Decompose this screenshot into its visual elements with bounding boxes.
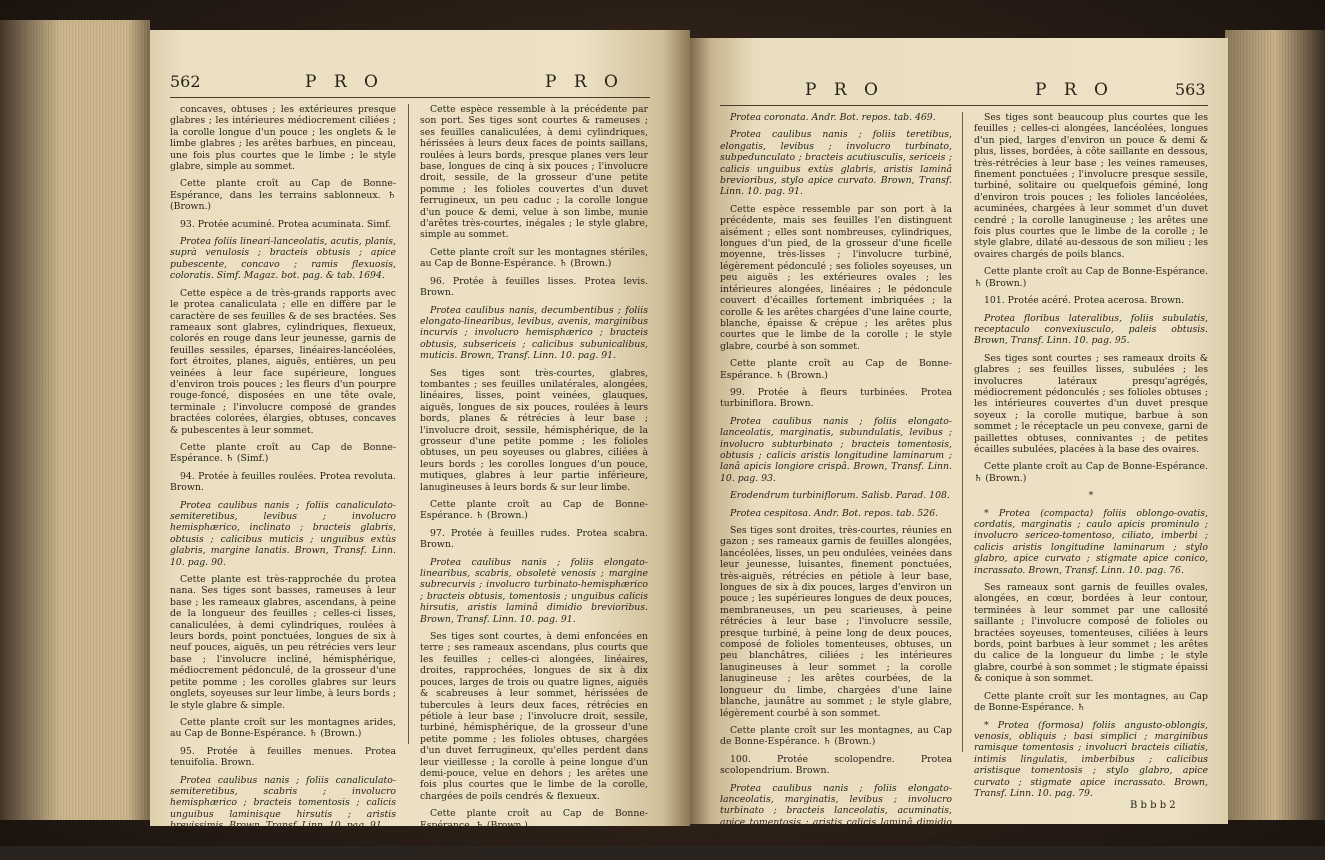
- page-number: 563: [1175, 80, 1206, 99]
- paragraph: Ses tiges sont courtes ; ses rameaux droits & glabres ; ses feuilles lisses, subulées ; les involucres latéraux presqu'agrégés, médiocrement pédonculés ; ses folioles obtuses ; les intérieures couvertes d'un duvet presque soyeux ; la corolle mutique, barbue à son sommet ; le réceptacle un peu convexe, garni de paillettes obtuses, connivantes ; de petites écailles subulées, placées à la base des ovaires.: [974, 352, 1208, 455]
- text-column-1: [720, 112, 952, 840]
- paragraph: Protea caulibus nanis ; foliis canaliculato-semiteretibus, levibus ; involucro hemisphærico, inclinato ; bracteis glabris, obtusis ; calicibus muticis ; unguibus extùs glabris, margine lanatis. Brown, Transf. Linn. 10. pag. 90.: [170, 499, 396, 568]
- paragraph: Ses tiges sont très-courtes, glabres, tombantes ; ses feuilles unilatérales, alongées, linéaires, lisses, point veinées, glauques, aiguës, longues de six pouces, roulées à leurs bords, planes & rétrécies à leur base ; l'involucre droit, sessile, hémisphérique, de la grosseur d'une petite pomme ; les folioles obtuses, un peu soyeuses ou glabres, ciliées à leurs bords ; les corolles longues d'un pouce, mutiques, glabres à leur partie inférieure, lanugineuses à leurs bords & sur leur limbe.: [420, 367, 648, 493]
- paragraph: Erodendrum turbiniflorum. Salisb. Parad. 108.: [730, 490, 950, 502]
- running-head: P R O: [305, 72, 384, 92]
- paragraph: Cette plante croît au Cap de Bonne-Espérance. ♄ (Simf.): [170, 441, 396, 465]
- paragraph: Protea floribus lateralibus, foliis subulatis, receptaculo convexiusculo, paleis obtusis. Brown, Transf. Linn. 10. pag. 95.: [974, 312, 1208, 347]
- paragraph: Cette plante croît sur les montagnes stériles, au Cap de Bonne-Espérance. ♄ (Brown.): [420, 246, 648, 270]
- signature-mark: B b b b 2: [1130, 800, 1176, 811]
- paragraph: 97. Protée à feuilles rudes. Protea scabra. Brown.: [420, 527, 648, 551]
- text-column-2: [420, 104, 648, 860]
- page-edges-left: [0, 20, 150, 820]
- paragraph: Protea caulibus nanis ; foliis teretibus, elongatis, levibus ; involucro turbinato, subpedunculato ; bracteis acutiusculis, sericeis ; calicis unguibus extùs glabris, aristis laminâ brevioribus, stylo apice curvato. Brown, Transf. Linn. 10. pag. 91.: [720, 129, 952, 198]
- paragraph: Cette plante croît au Cap de Bonne-Espérance. ♄ (Brown.): [974, 266, 1208, 289]
- paragraph: Protea foliis lineari-lanceolatis, acutis, planis, suprà venulosis ; bracteis obtusis ; apice pubescente, concavo ; ramis flexuosis, coloratis. Simf. Magaz. bot. pag. & tab. 1694.: [170, 236, 396, 282]
- left-page: [150, 30, 690, 860]
- paragraph: Cette plante est très-rapprochée du protea nana. Ses tiges sont basses, rameuses à leur base ; les rameaux glabres, ascendans, à peine de la longueur des feuilles ; celles-ci lisses, canaliculées, à demi cylindriques, roulées à leurs bords, point ponctuées, longues de six à neuf pouces, aiguës, un peu rétrécies vers leur base ; l'involucre incliné, hémisphérique, médiocrement pédonculé, de la grosseur d'une petite pomme ; les corolles glabres sur leurs onglets, soyeuses sur leur limbe, à leurs bords ; le style glabre & simple.: [170, 574, 396, 711]
- paragraph: Protea caulibus nanis ; foliis elongato-lanceolatis, marginatis, subundulatis, levibus ; involucro subturbinato ; bracteis tomentosis, obtusis ; calicis aristis longitudine laminarum ; lanâ apicis longiore crispâ. Brown, Transf. Linn. 10. pag. 93.: [720, 415, 952, 484]
- paragraph: concaves, obtuses ; les extérieures presque glabres ; les intérieures médiocrement ciliées ; la corolle longue d'un pouce ; les onglets & le limbe glabres ; les arêtes barbues, en pinceau, une fois plus courtes que le limbe ; le style glabre, simple au sommet.: [170, 104, 396, 173]
- paragraph: 96. Protée à feuilles lisses. Protea levis. Brown.: [420, 275, 648, 299]
- text-column-1: [170, 104, 396, 832]
- text-column-2: [974, 112, 1208, 802]
- paragraph: 100. Protée scolopendre. Protea scolopendrium. Brown.: [720, 753, 952, 777]
- paragraph: * Protea (formosa) foliis angusto-oblongis, venosis, obliquis ; basi simplici ; marginibus ramisque tomentosis ; involucri bracteis ciliatis, intimis lingulatis, imberbibus ; calicibus aristisque tomentosis ; stylo glabro, apice curvato ; stigmate apice incrassato. Brown, Transf. Linn. 10. pag. 79.: [974, 719, 1208, 799]
- running-head: P R O: [545, 72, 624, 92]
- paragraph: 101. Protée acéré. Protea acerosa. Brown.: [984, 295, 1185, 307]
- paragraph: 98. Protée à feuilles en courroie. Protea lorea. Brown.: [420, 836, 648, 860]
- paragraph: 99. Protée à fleurs turbinées. Protea turbiniflora. Brown.: [720, 386, 952, 410]
- paragraph: Protea caulibus nanis ; foliis elongato-linearibus, scabris, obsoletè venosis ; margine subrecurvis ; involucro turbinato-hemisphærico ; bracteis obtusis, tomentosis ; unguibus calicis hirsutis, aristis laminâ dimidio brevioribus. Brown, Transf. Linn. 10. pag. 91.: [420, 556, 648, 625]
- paragraph: Protea caulibus nanis ; foliis elongato-lanceolatis, marginatis, levibus ; involucro turbinato ; bracteis lanceolatis, acuminatis, apice tomentosis ; aristis calicis laminâ dimidio brevioribus. Brown, Transf. Linn. 10. pag. 94.: [720, 782, 952, 840]
- paragraph: Cette plante croît au Cap de Bonne-Espérance. ♄ (Brown.): [420, 808, 648, 831]
- paragraph: Ses tiges sont courtes, à demi enfoncées en terre ; ses rameaux ascendans, plus courts que les feuilles ; celles-ci alongées, linéaires, droites, rapprochées, longues de six à dix pouces, larges de trois ou quatre lignes, aiguës & scabreuses à leur sommet, hérissées de tubercules à leurs deux faces, rétrécies en pétiole à leur base ; l'involucre droit, sessile, turbiné, hémisphérique, de la grosseur d'une petite pomme ; les folioles obtuses, chargées d'un duvet ferrugineux, qu'elles perdent dans leur vieillesse ; la corolle à peine longue d'un demi-pouce, velue en dehors ; les arêtes une fois plus courtes que le limbe de la corolle, chargées de poils cendrés & flexueux.: [420, 631, 648, 802]
- paragraph: *: [1088, 490, 1094, 502]
- running-head: P R O: [805, 80, 884, 100]
- paragraph: Cette espèce a de très-grands rapports avec le protea canaliculata ; elle en diffère par le caractère de ses feuilles & de ses bractées. Ses rameaux sont glabres, cylindriques, flexueux, colorés en rouge dans leur jeunesse, garnis de feuilles sessiles, éparses, linéaires-lancéolées, fort étroites, planes, aiguës, entières, un peu veinées à leur face supérieure, longues d'environ trois pouces ; les fleurs d'un pourpre rouge-foncé, disposées en une tête ovale, terminale ; l'involucre composé de grandes bractées colorées, élargies, obtuses, concaves & pubescentes à leur sommet.: [170, 287, 396, 436]
- paragraph: Cette plante croît sur les montagnes arides, au Cap de Bonne-Espérance. ♄ (Brown.): [170, 716, 396, 740]
- paragraph: Ses tiges sont beaucoup plus courtes que les feuilles ; celles-ci alongées, lancéolées, longues d'un pied, larges d'environ un pouce & demi & plus, lisses, bordées, à côte saillante en dessous, très-rétrécies à leur base ; les veines rameuses, finement ponctuées ; l'involucre presque sessile, turbiné, solitaire ou quelquefois géminé, long d'environ trois pouces ; les folioles lancéolées, acuminées, chargées à leur sommet d'un duvet cendré ; la corolle lanugineuse ; les arêtes une fois plus courtes que le limbe de la corolle ; le style glabre, dilaté au-dessous de son milieu ; les ovaires chargés de poils blancs.: [974, 112, 1208, 260]
- paragraph: Ses tiges sont droites, très-courtes, réunies en gazon ; ses rameaux garnis de feuilles alongées, lancéolées, lisses, un peu ondulées, veinées dans leur jeunesse, luisantes, finement ponctuées, très-aiguës, rétrécies en pétiole à leur base, longues de six à dix pouces, larges d'environ un pouce ; les supérieures longues de deux pouces, membraneuses, un peu scarieuses, à peine rétrécies à leur base ; l'involucre sessile, presque turbiné, à peine long de deux pouces, composé de folioles tomenteuses, obtuses, un peu blanchâtres, ciliées ; les intérieures lanugineuses à leur sommet ; la corolle lanugineuse ; les arêtes courbées, de la longueur du limbe, chargées d'une laine blanche, jaunâtre au sommet ; le style glabre, légèrement courbé à son sommet.: [720, 525, 952, 719]
- paragraph: Protea cespitosa. Andr. Bot. repos. tab. 526.: [730, 507, 939, 519]
- paragraph: Cette plante croît au Cap de Bonne-Espérance, dans les terrains sablonneux. ♄ (Brown.): [170, 178, 396, 213]
- running-head: P R O: [1035, 80, 1114, 100]
- paragraph: Cette espèce ressemble à la précédente par son port. Ses tiges sont courtes & rameuses ; ses feuilles canaliculées, à demi cylindriques, hérissées à leurs deux faces de points saillans, roulées à leurs bords, presque planes vers leur base, longues de cinq à six pouces ; l'involucre droit, sessile, de la grosseur d'une petite pomme ; les folioles couvertes d'un duvet ferrugineux, un peu caduc ; la corolle longue d'un pouce & demi, velue à son limbe, munie d'arêtes très-courtes, inégales ; le style glabre, simple au sommet.: [420, 104, 648, 241]
- paragraph: 93. Protée acuminé. Protea acuminata. Simf.: [180, 218, 392, 230]
- paragraph: Cette plante croît au Cap de Bonne-Espérance. ♄ (Brown.): [720, 358, 952, 381]
- page-edges-right: [1225, 30, 1325, 820]
- paragraph: Cette plante croît au Cap de Bonne-Espérance. ♄ (Brown.): [420, 499, 648, 522]
- paragraph: 95. Protée à feuilles menues. Protea tenuifolia. Brown.: [170, 745, 396, 769]
- paragraph: 94. Protée à feuilles roulées. Protea revoluta. Brown.: [170, 470, 396, 494]
- paragraph: Protea caulibus nanis, decumbentibus ; foliis elongato-linearibus, levibus, avenis, marginibus incurvis ; involucro hemisphærico ; bracteis obtusis, subsericeis ; calicibus subunicalibus, muticis. Brown, Transf. Linn. 10. pag. 91.: [420, 304, 648, 362]
- header-rule: [720, 105, 1208, 106]
- paragraph: Cette espèce ressemble par son port à la précédente, mais ses feuilles l'en distinguent aisément ; elles sont nombreuses, cylindriques, longues d'un pied, de la grosseur d'une ficelle moyenne, très-lisses ; l'involucre turbiné, légèrement pédonculé ; ses folioles soyeuses, un peu aiguës ; les extérieures ovales ; les intérieures alongées, linéaires ; le pédoncule couvert d'écailles fortement imbriquées ; la corolle & les arêtes chargées d'une laine courte, blanche, épaisse & crépue ; les arêtes plus courtes que le limbe de la corolle ; le style glabre, courbé à son sommet.: [720, 203, 952, 352]
- column-rule: [962, 112, 963, 752]
- paragraph: Protea coronata. Andr. Bot. repos. tab. 469.: [730, 112, 936, 123]
- paragraph: Cette plante croît sur les montagnes, au Cap de Bonne-Espérance. ♄ (Brown.): [720, 724, 952, 748]
- column-rule: [408, 104, 409, 744]
- paragraph: * Protea (compacta) foliis oblongo-ovatis, cordatis, marginatis ; caulo apicis prominulo ; involucro sericeo-tomentoso, ciliato, imberbi ; calicis aristis longitudine laminarum ; stylo glabro, apice curvato ; stigmate apice conico, incrassato. Brown, Transf. Linn. 10. pag. 76.: [974, 507, 1208, 576]
- paragraph: Cette plante croît sur les montagnes, au Cap de Bonne-Espérance. ♄: [974, 690, 1208, 714]
- page-number: 562: [170, 72, 201, 91]
- header-rule: [170, 97, 650, 98]
- paragraph: Ses rameaux sont garnis de feuilles ovales, alongées, en cœur, bordées à leur contour, terminées à leur sommet par une callosité saillante ; l'involucre composé de folioles ou bractées soyeuses, tomenteuses, ciliées à leurs bords, point barbues à leur sommet ; les arêtes du calice de la longueur du limbe ; le style glabre, courbé à son sommet ; le stigmate épaissi & conique à son sommet.: [974, 582, 1208, 685]
- right-page: [690, 38, 1228, 840]
- paragraph: Cette plante croît au Cap de Bonne-Espérance. ♄ (Brown.): [974, 461, 1208, 484]
- paragraph: Protea caulibus nanis ; foliis canaliculato-semiteretibus, scabris ; involucro hemisphærico ; bracteis tomentosis ; calicis unguibus laminisque hirsutis ; aristis brevissimis. Brown, Transf. Linn. 10. pag. 91.: [170, 774, 396, 832]
